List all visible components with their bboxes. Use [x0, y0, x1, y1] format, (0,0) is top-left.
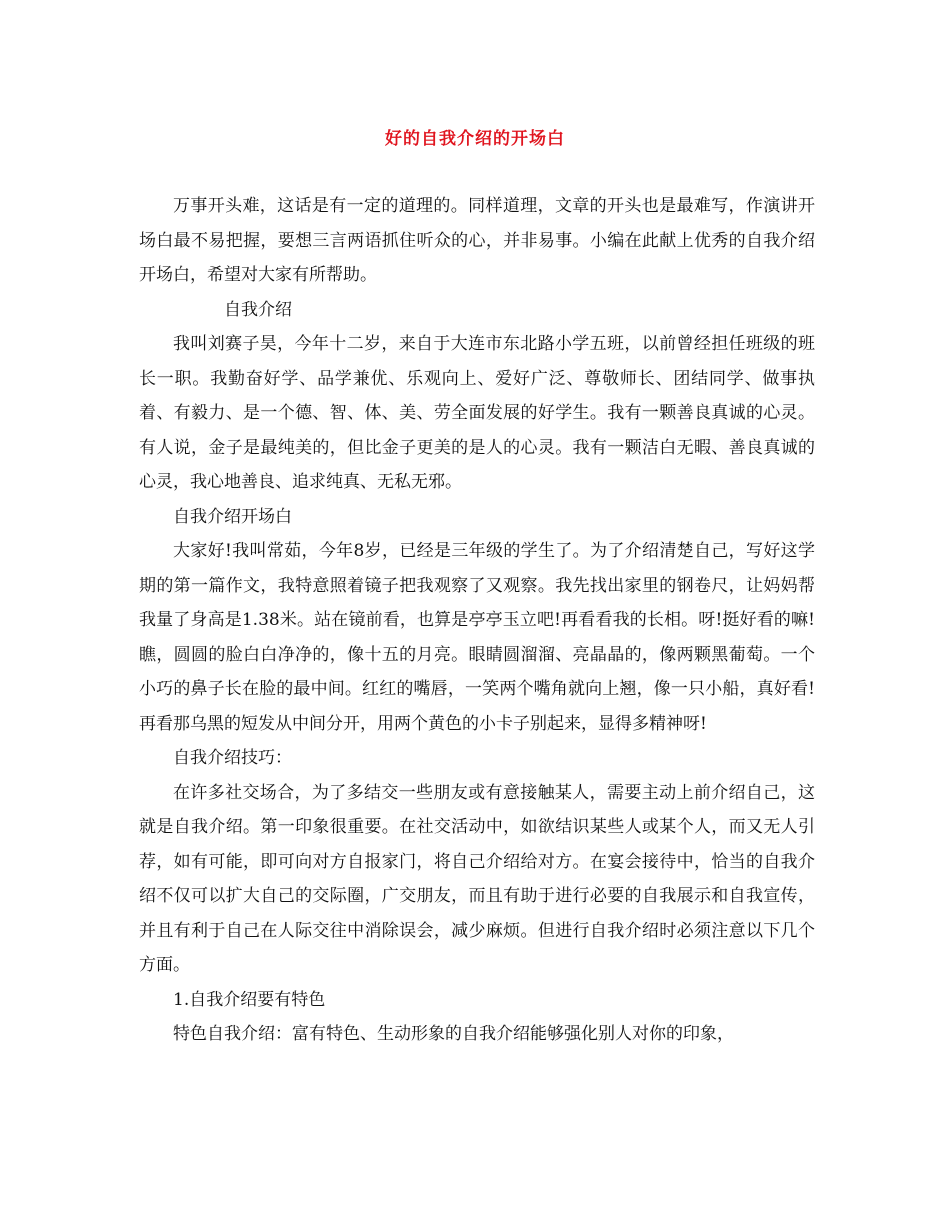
document-body: [139, 189, 815, 1052]
section-heading-self-intro: 自我介绍: [224, 299, 292, 320]
section-heading-tips: 自我介绍技巧：: [173, 748, 292, 768]
paragraph-opening: 大家好!我叫常茹，今年8岁，已经是三年级的学生了。为了介绍清楚自己，写好这学期的第一篇作文，我特意照着镜子把我观察了又观察。我先找出家里的钢卷尺，让妈妈帮我量了身高是1.38米。站在镜前看，也算是亭亭玉立吧!再看看我的长相。呀!挺好看的嘛!瞧，圆圆的脸白白净净的，像十五的月亮。眼睛圆溜溜、亮晶晶的，像两颗黑葡萄。一个小巧的鼻子长在脸的最中间。红红的嘴唇，一笑两个嘴角就向上翘，像一只小船，真好看!再看那乌黑的短发从中间分开，用两个黄色的小卡子别起来，显得多精神呀!: [139, 541, 815, 734]
document-title: 好的自我介绍的开场白: [385, 129, 565, 149]
paragraph-intro: 万事开头难，这话是有一定的道理的。同样道理，文章的开头也是最难写，作演讲开场白最不易把握，要想三言两语抓住听众的心，并非易事。小编在此献上优秀的自我介绍开场白，希望对大家有所帮助。: [139, 196, 815, 285]
list-item-1: 1.自我介绍要有特色: [173, 989, 326, 1010]
paragraph-tips: 在许多社交场合，为了多结交一些朋友或有意接触某人，需要主动上前介绍自己，这就是自我介绍。第一印象很重要。在社交活动中，如欲结识某些人或某个人，而又无人引荐，如有可能，即可向对方自报家门，将自己介绍给对方。在宴会接待中，恰当的自我介绍不仅可以扩大自己的交际圈，广交朋友，而且有助于进行必要的自我展示和自我宣传，并且有利于自己在人际交往中消除误会，减少麻烦。但进行自我介绍时必须注意以下几个方面。: [139, 782, 815, 975]
paragraph-self-intro: 我叫刘赛子昊，今年十二岁，来自于大连市东北路小学五班，以前曾经担任班级的班长一职。我勤奋好学、品学兼优、乐观向上、爱好广泛、尊敬师长、团结同学、做事执着、有毅力、是一个德、智、体、美、劳全面发展的好学生。我有一颗善良真诚的心灵。有人说，金子是最纯美的，但比金子更美的是人的心灵。我有一颗洁白无暇、善良真诚的心灵，我心地善良、追求纯真、无私无邪。: [139, 334, 815, 492]
section-heading-opening: 自我介绍开场白: [173, 506, 292, 527]
paragraph-feature: 特色自我介绍：富有特色、生动形象的自我介绍能够强化别人对你的印象，: [173, 1024, 734, 1044]
